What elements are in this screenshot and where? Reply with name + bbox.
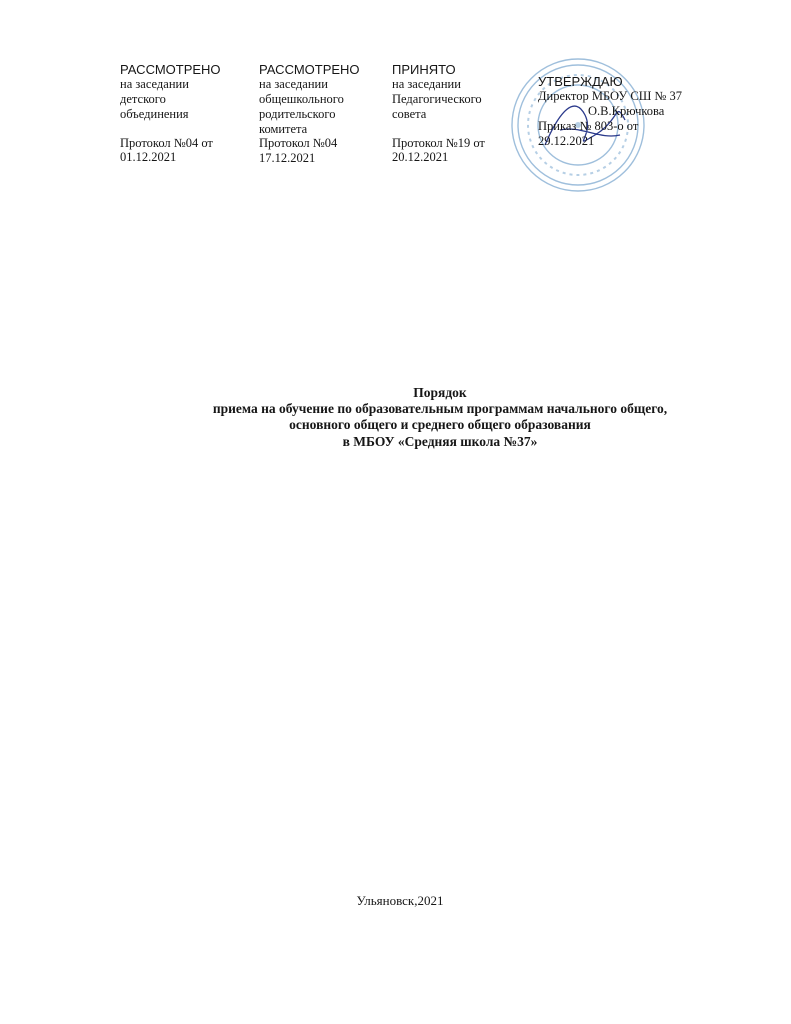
approval-heading: РАССМОТРЕНО (259, 62, 360, 77)
approval-line: родительского (259, 106, 336, 121)
document-title (140, 385, 740, 450)
title-line: в МБОУ «Средняя школа №37» (342, 433, 538, 449)
approval-line: на заседании (392, 77, 461, 92)
order-number: Приказ № 803-о от (538, 118, 639, 133)
approved-heading: УТВЕРЖДАЮ (538, 74, 623, 89)
protocol-line: Протокол №04 от (120, 135, 213, 150)
title-heading: Порядок (413, 385, 467, 400)
protocol-line: Протокол №04 (259, 136, 338, 151)
approval-heading: ПРИНЯТО (392, 62, 456, 77)
title-line: основного общего и среднего общего образования (289, 417, 591, 433)
approval-line: общешкольного (259, 92, 344, 107)
approval-block-director (538, 74, 738, 148)
director-name: О.В.Крючкова (588, 104, 665, 119)
protocol-line: Протокол №19 от (392, 135, 485, 150)
approval-heading: РАССМОТРЕНО (120, 62, 221, 77)
approval-line: комитета (259, 121, 308, 136)
approval-block-children-association (120, 62, 260, 165)
title-line: приема на обучение по образовательным программам начального общего, (212, 401, 668, 417)
city-year: Ульяновск,2021 (356, 893, 444, 908)
protocol-date: 01.12.2021 (120, 150, 177, 165)
director-title: Директор МБОУ СШ № 37 (538, 89, 682, 104)
approval-block-pedagogical-council (392, 62, 512, 165)
approval-block-parent-committee (259, 62, 389, 166)
approval-line: совета (392, 106, 427, 121)
protocol-date: 17.12.2021 (259, 151, 316, 166)
approval-line: Педагогического (392, 92, 482, 107)
approval-line: на заседании (259, 77, 328, 92)
order-date: 29.12.2021 (538, 133, 595, 148)
approval-line: объединения (120, 106, 189, 121)
approval-line: детского (120, 92, 166, 107)
approval-line: на заседании (120, 77, 189, 92)
protocol-date: 20.12.2021 (392, 150, 449, 165)
